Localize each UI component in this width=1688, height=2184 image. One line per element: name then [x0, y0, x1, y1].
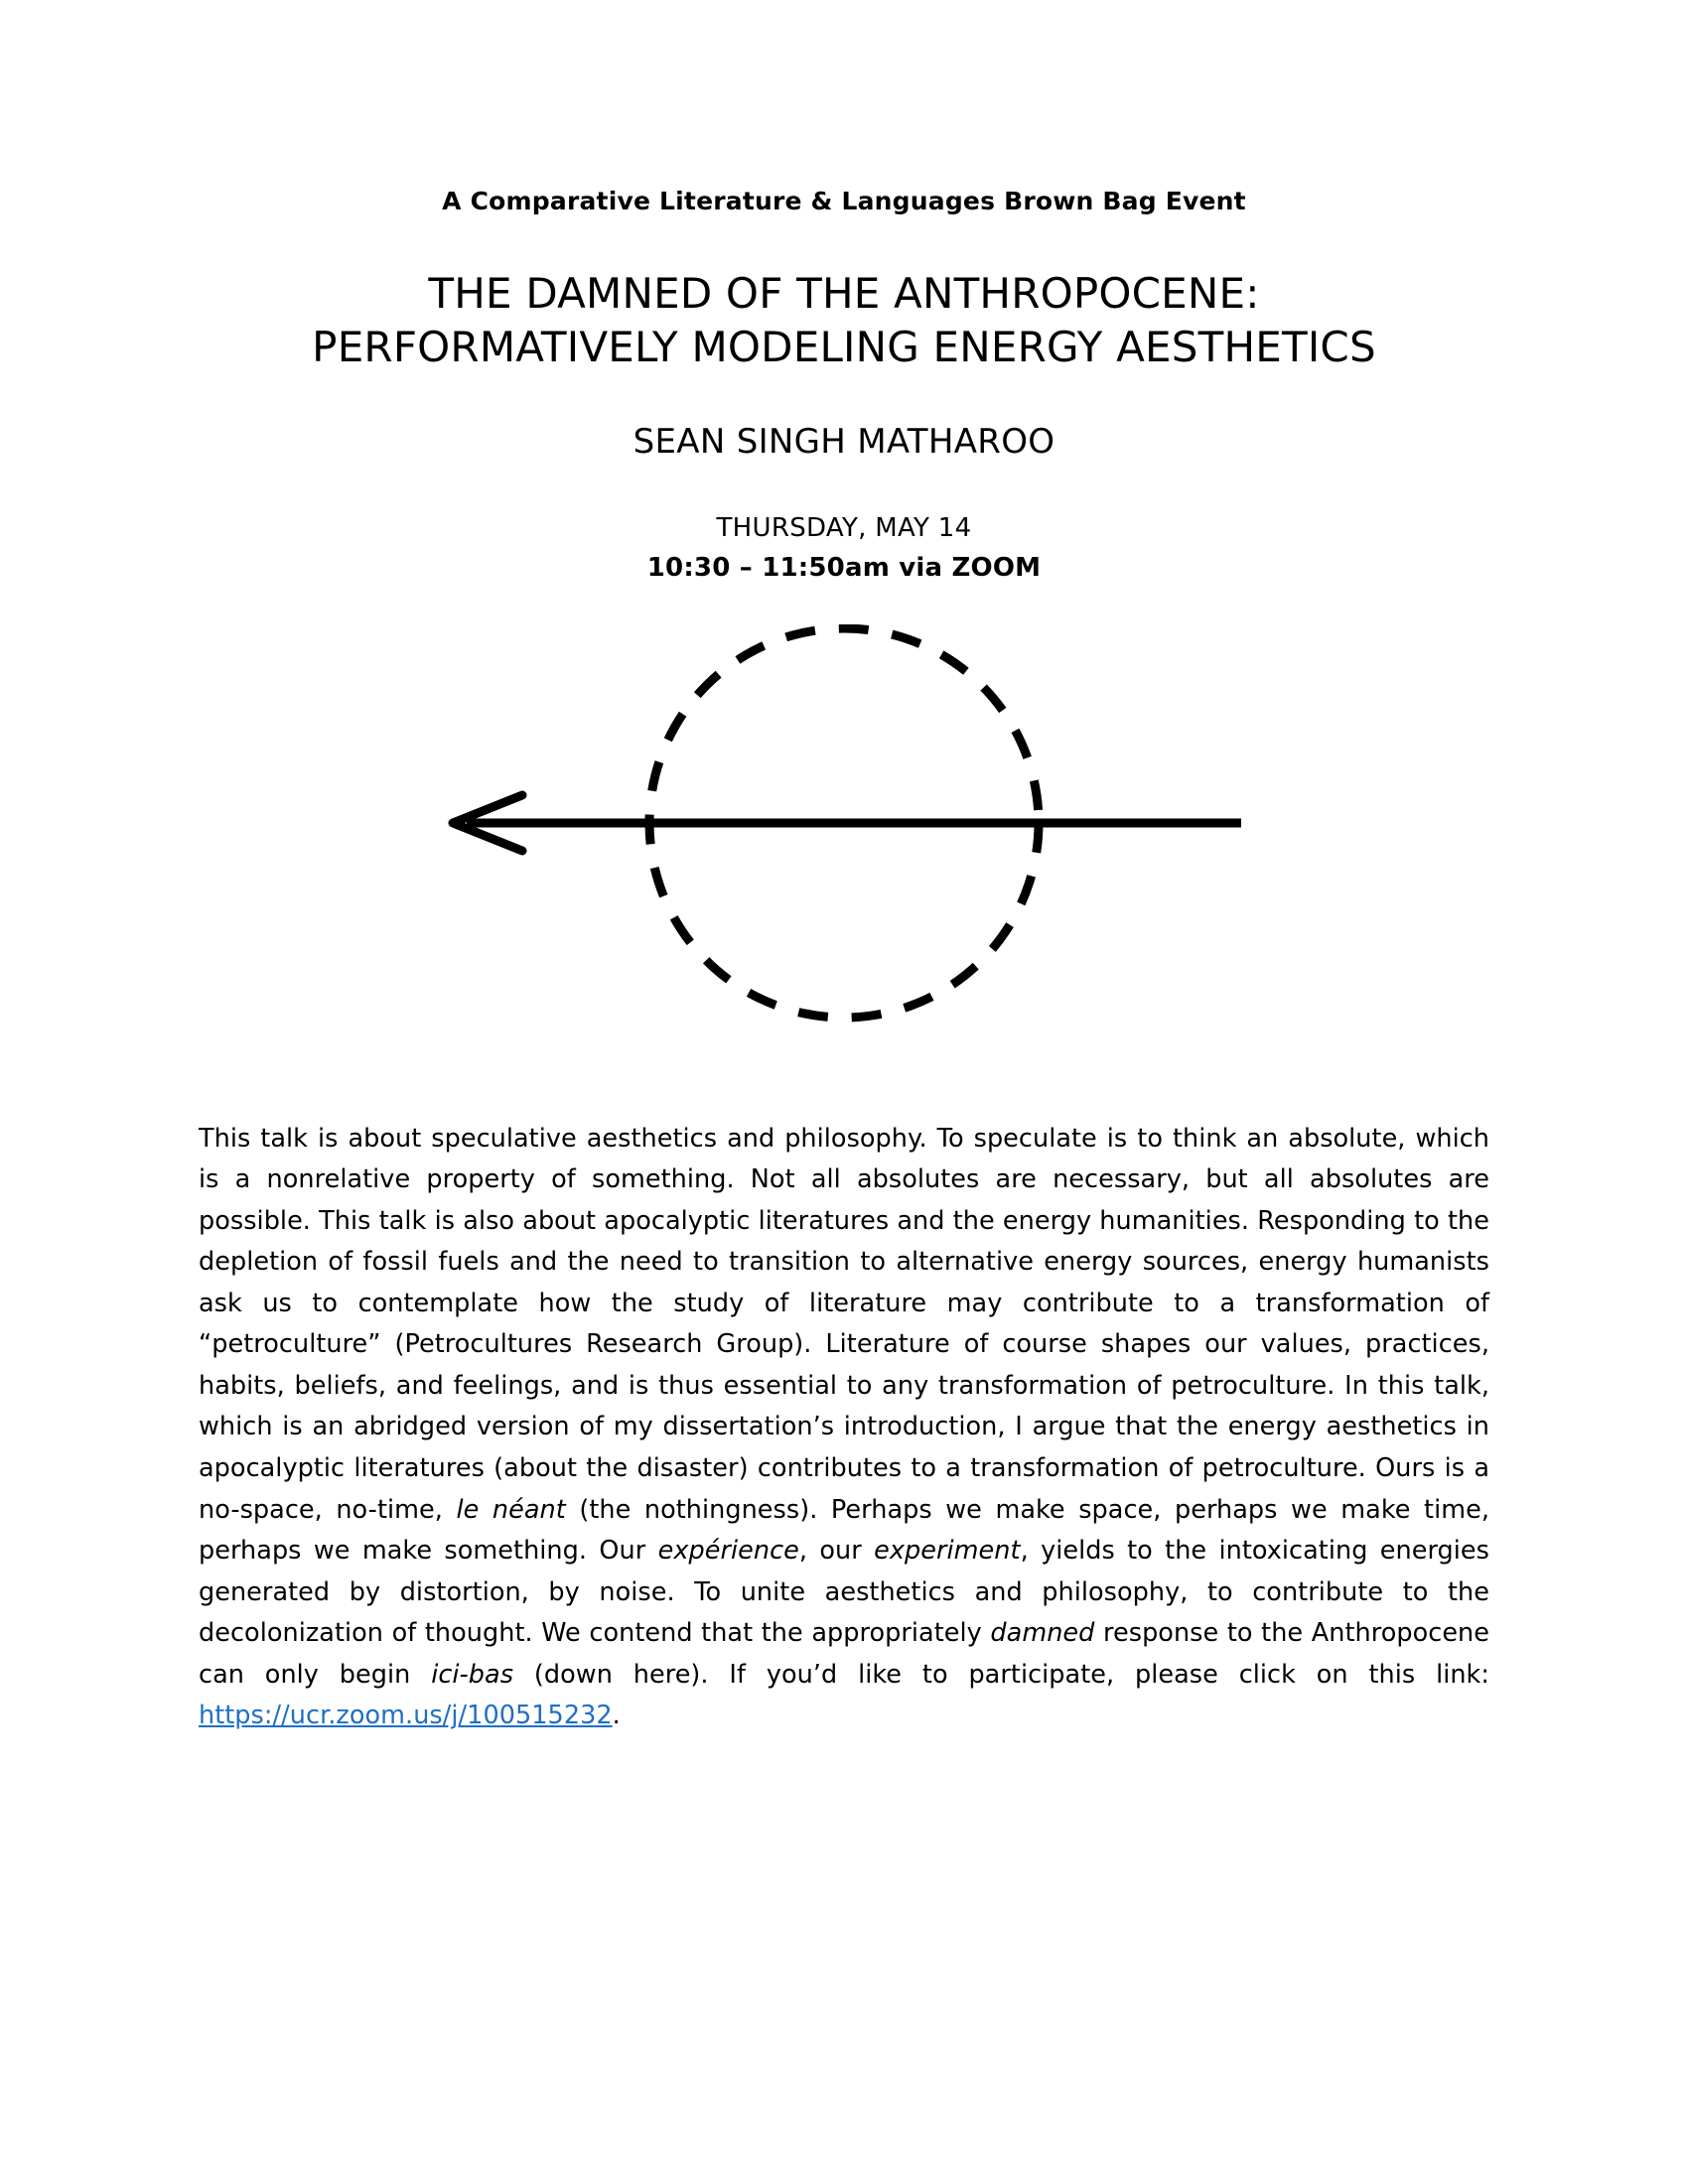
abstract-part-7: .: [612, 1701, 621, 1731]
abstract-emphasis-2: expérience: [657, 1536, 799, 1567]
abstract-emphasis-4: damned: [990, 1618, 1095, 1649]
abstract-part-5: response to the Anthropocene can only begin: [199, 1618, 1490, 1690]
speaker-name: SEAN SINGH MATHAROO: [633, 421, 1055, 462]
zoom-meeting-link[interactable]: https://ucr.zoom.us/j/100515232: [199, 1701, 613, 1731]
abstract-emphasis-3: experiment: [874, 1536, 1021, 1567]
abstract-emphasis-5: ici-bas: [431, 1659, 514, 1690]
abstract-part-2: (the nothingness). Perhaps we make space, perhaps we make time, perhaps we make something. Our: [199, 1494, 1489, 1567]
abstract-part-3: , our: [798, 1536, 875, 1567]
page-title: [199, 267, 1489, 374]
figure-container: [199, 624, 1489, 1061]
title-line-2: PERFORMATIVELY MODELING ENERGY AESTHETICS: [312, 322, 1376, 371]
abstract-part-4: , yields to the intoxicating energies generated by distortion, by noise. To unite aesthetics and philosophy, to contribute to the decolonization of thought. We contend that the appropriately: [199, 1536, 1489, 1649]
abstract-part-1: This talk is about speculative aesthetics and philosophy. To speculate is to think an absolute, which is a nonrelative property of something. Not all absolutes are necessary, but all absolutes are possible. This talk is also about apocalyptic literatures and the energy humanities. Responding to the depletion of fossil fuels and the need to transition to alternative energy sources, energy humanists ask us to contemplate how the study of literature may contribute to a transformation of “petroculture” (Petrocultures Research Group). Literature of course shapes our values, practices, habits, beliefs, and feelings, and is thus essential to any transformation of petroculture. In this talk, which is an abridged version of my dissertation’s introduction, I argue that the energy aesthetics in apocalyptic literatures (about the disaster) contributes to a transformation of petroculture. Ours is a no-space, no-time,: [199, 1123, 1489, 1525]
abstract-part-6: (down here). If you’d like to participate, please click on this link:: [513, 1659, 1490, 1690]
abstract-emphasis-1: le néant: [456, 1494, 566, 1525]
event-series-label: A Comparative Literature & Languages Brown Bag Event: [442, 187, 1246, 215]
event-time: 10:30 – 11:50am via ZOOM: [646, 552, 1042, 583]
dashed-circle-with-left-arrow-icon: [427, 624, 1261, 1061]
event-date: THURSDAY, MAY 14: [716, 512, 972, 543]
abstract-text: [199, 1119, 1489, 1737]
title-line-1: THE DAMNED OF THE ANTHROPOCENE:: [428, 269, 1260, 318]
event-datetime: [199, 513, 1489, 583]
